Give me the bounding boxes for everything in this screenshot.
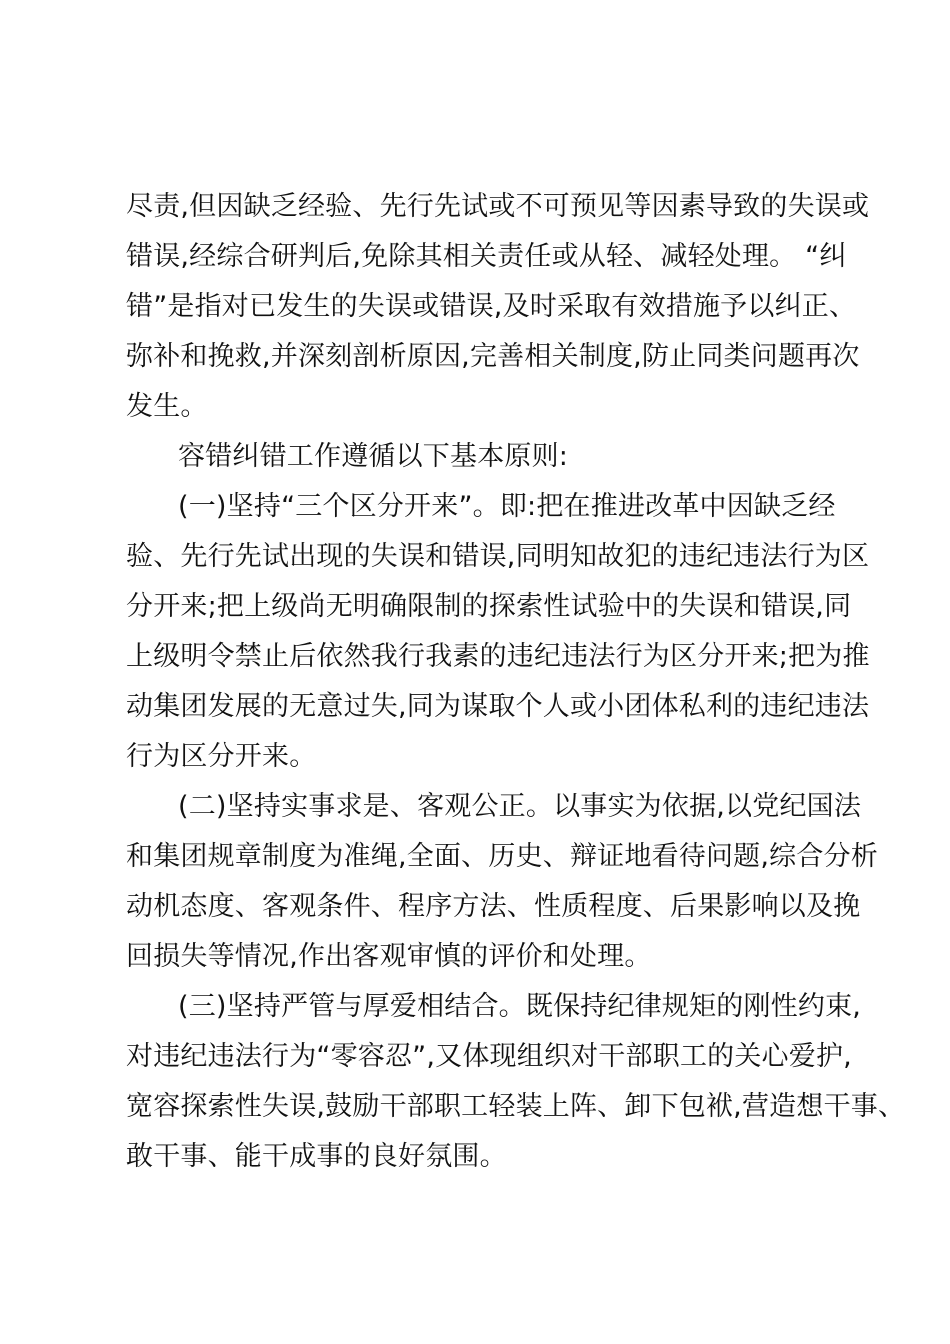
- text-line: 错误,经综合研判后,免除其相关责任或从轻、减轻处理。 “纠: [126, 241, 847, 272]
- text-line: 行为区分开来。: [126, 741, 317, 772]
- text-line: 分开来;把上级尚无明确限制的探索性试验中的失误和错误,同: [126, 591, 852, 622]
- text-line: (三)坚持严管与厚爱相结合。既保持纪律规矩的刚性约束,: [178, 991, 862, 1022]
- text-line: (一)坚持“三个区分开来”。即:把在推进改革中因缺乏经: [178, 491, 836, 522]
- text-line: 发生。: [126, 391, 208, 422]
- text-line: 回损失等情况,作出客观审慎的评价和处理。: [126, 941, 652, 972]
- text-line: 和集团规章制度为准绳,全面、历史、辩证地看待问题,综合分析: [126, 841, 878, 872]
- text-line: 对违纪违法行为“零容忍”,又体现组织对干部职工的关心爱护,: [126, 1041, 852, 1072]
- text-line: 上级明令禁止后依然我行我素的违纪违法行为区分开来;把为推: [126, 641, 870, 672]
- text-line: 宽容探索性失误,鼓励干部职工轻装上阵、卸下包袱,营造想干事、: [126, 1091, 906, 1122]
- text-line: (二)坚持实事求是、客观公正。以事实为依据,以党纪国法: [178, 791, 862, 822]
- text-line: 验、先行先试出现的失误和错误,同明知故犯的违纪违法行为区: [126, 541, 870, 572]
- text-line: 尽责,但因缺乏经验、先行先试或不可预见等因素导致的失误或: [126, 191, 870, 222]
- text-line: 弥补和挽救,并深刻剖析原因,完善相关制度,防止同类问题再次: [126, 341, 860, 372]
- text-line: 错”是指对已发生的失误或错误,及时采取有效措施予以纠正、: [126, 291, 857, 322]
- text-line: 容错纠错工作遵循以下基本原则:: [178, 441, 569, 472]
- text-line: 敢干事、能干成事的良好氛围。: [126, 1141, 507, 1172]
- text-line: 动机态度、客观条件、程序方法、性质程度、后果影响以及挽: [126, 891, 861, 922]
- text-line: 动集团发展的无意过失,同为谋取个人或小团体私利的违纪违法: [126, 691, 870, 722]
